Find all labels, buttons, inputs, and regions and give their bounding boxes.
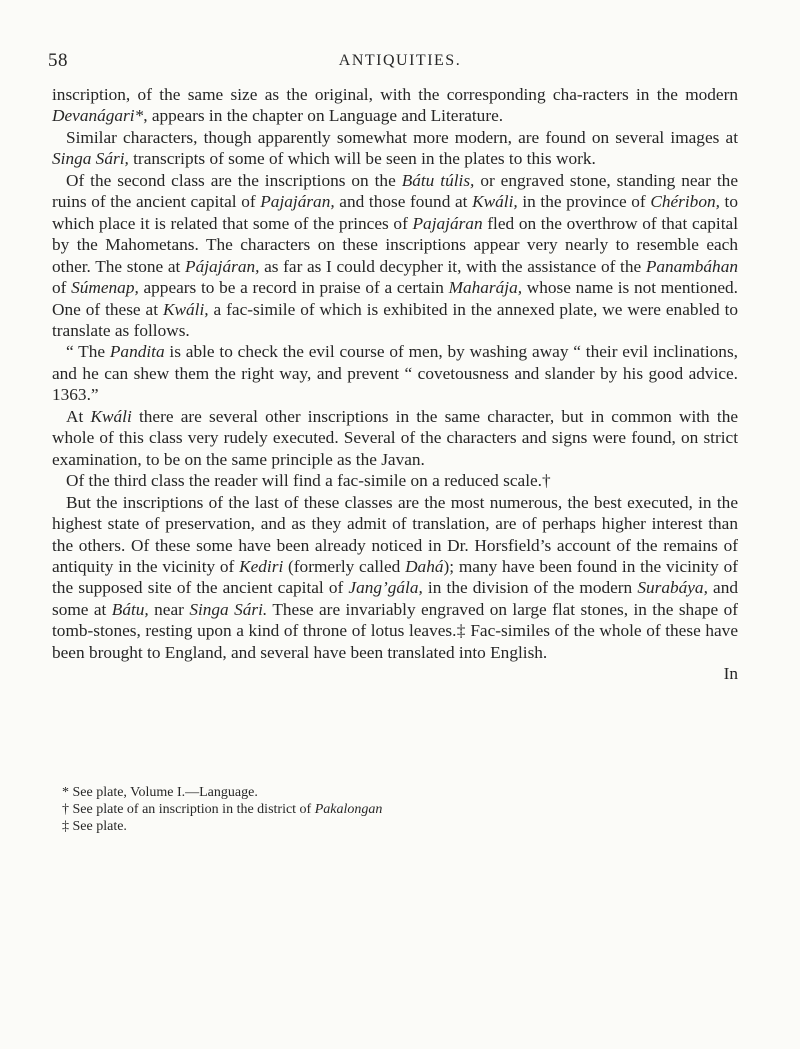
italic-text: Pajajáran bbox=[412, 213, 483, 233]
text-run: fled on the overthrow of that capital by the Mahometans. The characters on these inscriptions appear very nearly to resemble each other. The stone at bbox=[52, 213, 738, 276]
italic-text: Pajajáran, bbox=[260, 192, 335, 212]
quotation-paragraph bbox=[52, 341, 738, 405]
italic-text: Dahá bbox=[405, 556, 444, 576]
text-run: a fac-simile of which is exhibited in the annexed plate, we were enabled to translate as follows. bbox=[52, 299, 739, 340]
italic-text: Singa Sári, bbox=[52, 149, 129, 169]
text-run: as far as I could decypher it, with the assistance of the bbox=[259, 256, 646, 276]
italic-text: Panambáhan bbox=[645, 256, 738, 276]
italic-text: Chéribon, bbox=[650, 192, 720, 212]
text-run: or engraved stone, standing near the ruins of the ancient capital of bbox=[52, 170, 738, 212]
text-run: in the division of the modern bbox=[422, 578, 638, 598]
text-run: there are several other inscriptions in the same character, but in common with the whole of this class very rudely executed. Several of the characters and signs were found, on strict examination, to be on the same principle as the Javan. bbox=[52, 406, 739, 469]
italic-text: Kwáli bbox=[90, 406, 132, 426]
catchword: In bbox=[723, 664, 738, 684]
running-head bbox=[0, 50, 800, 74]
text-run: and some at bbox=[52, 578, 738, 619]
text-run: “ The bbox=[66, 342, 110, 362]
italic-text: Bátu túlis, bbox=[401, 170, 475, 190]
footnote bbox=[52, 801, 738, 818]
text-run: But the inscriptions of the last of these classes are the most numerous, the best executed, in the highest state of preservation, and as they admit of translation, are of perhaps higher interest than the others. Of these some have been already noticed in Dr. Horsfield’s account of the remains of antiquity in the vicinity of bbox=[52, 492, 738, 576]
italic-text: Kwáli, bbox=[472, 192, 518, 212]
footnotes bbox=[52, 784, 738, 835]
text-run: , appears in the chapter on Language and Literature. bbox=[143, 106, 504, 126]
text-run: Of the second class are the inscriptions on the bbox=[66, 170, 402, 190]
text-run: These are invariably engraved on large flat stones, in the shape of tomb-stones, resting upon a kind of throne of lotus leaves.‡ Fac-similes of the whole of these have been brought to England, and several have been translated into English. bbox=[52, 599, 738, 662]
italic-text: Singa Sári. bbox=[189, 599, 268, 619]
paragraph bbox=[52, 492, 738, 664]
page-number: 58 bbox=[48, 50, 68, 71]
italic-text: Pájajáran, bbox=[185, 256, 260, 276]
italic-text: Jang’gála, bbox=[348, 578, 423, 598]
footnote bbox=[52, 818, 738, 835]
text-run: † See plate of an inscription in the district of bbox=[62, 802, 315, 817]
italic-text: Pandita bbox=[109, 342, 165, 362]
body-text bbox=[52, 84, 738, 685]
text-run: and those found at bbox=[334, 192, 473, 212]
paragraph bbox=[52, 470, 738, 491]
italic-text: Pakalongan bbox=[314, 802, 383, 817]
text-run: Similar characters, though apparently somewhat more modern, are found on several images at bbox=[66, 127, 738, 147]
text-run: Of the third class the reader will find a fac-simile on a reduced scale.† bbox=[66, 471, 551, 491]
italic-text: Kediri bbox=[239, 556, 284, 576]
text-run: inscription, of the same size as the original, with the corresponding cha-racters in the modern bbox=[52, 85, 738, 104]
text-run: whose name is not mentioned. One of these at bbox=[52, 278, 738, 319]
paragraph bbox=[52, 406, 738, 470]
text-run: to which place it is related that some of the princes of bbox=[52, 192, 739, 233]
text-run: ); many have been found in the vicinity of the supposed site of the ancient capital of bbox=[52, 556, 738, 598]
text-run: At bbox=[66, 406, 91, 426]
text-run: near bbox=[148, 599, 190, 619]
footnote bbox=[52, 784, 738, 801]
paragraph bbox=[52, 170, 738, 342]
paragraph bbox=[52, 127, 738, 170]
text-run: (formerly called bbox=[283, 556, 406, 576]
italic-text: Devanágari* bbox=[52, 106, 144, 126]
text-run: appears to be a record in praise of a certain bbox=[138, 278, 449, 298]
text-run: is able to check the evil course of men, by washing away “ their evil inclinations, and he can shew them the right way, and prevent “ covetousness and slander by his good advice. 1363.” bbox=[52, 342, 738, 405]
text-run: * See plate, Volume I.—Language. bbox=[62, 785, 258, 800]
text-run: of bbox=[52, 278, 72, 298]
text-run: transcripts of some of which will be seen in the plates to this work. bbox=[128, 149, 596, 169]
italic-text: Bátu, bbox=[111, 599, 149, 619]
running-title: ANTIQUITIES. bbox=[338, 52, 462, 69]
italic-text: Maharája, bbox=[448, 278, 523, 298]
text-run: in the province of bbox=[517, 192, 651, 212]
italic-text: Kwáli, bbox=[162, 299, 209, 319]
paragraph bbox=[52, 84, 738, 127]
italic-text: Surabáya, bbox=[637, 578, 708, 598]
text-run: ‡ See plate. bbox=[62, 819, 127, 834]
italic-text: Súmenap, bbox=[71, 278, 139, 298]
